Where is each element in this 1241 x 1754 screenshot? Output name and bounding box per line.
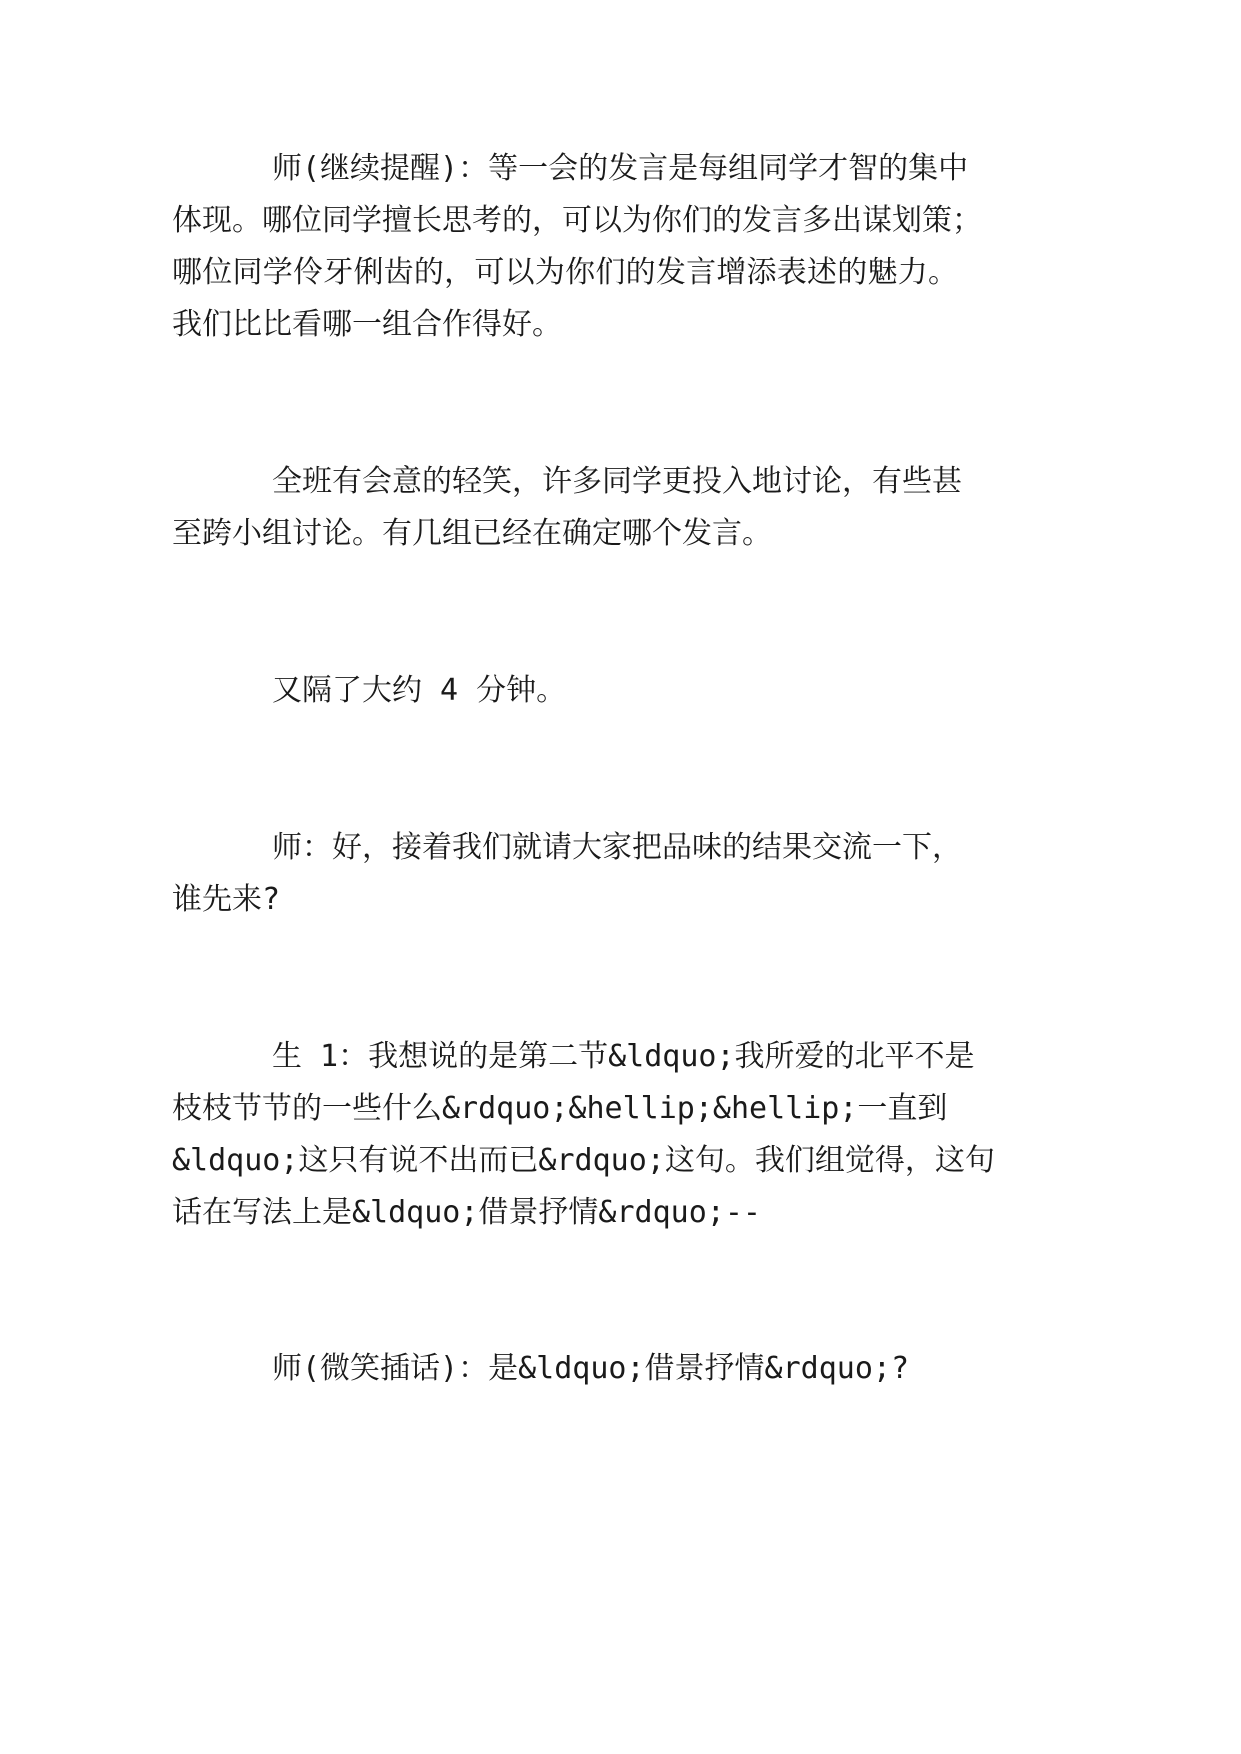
paragraph-5-line-2: 枝枝节节的一些什么&rdquo;&hellip;&hellip;一直到 <box>172 1091 948 1126</box>
paragraph-1-line-4: 我们比比看哪一组合作得好。 <box>172 307 562 342</box>
paragraph-2-line-1: 全班有会意的轻笑，许多同学更投入地讨论，有些甚 <box>272 464 962 499</box>
paragraph-4-line-2: 谁先来? <box>172 882 281 917</box>
paragraph-5-line-3: &ldquo;这只有说不出而已&rdquo;这句。我们组觉得，这句 <box>172 1143 995 1178</box>
paragraph-5-line-4: 话在写法上是&ldquo;借景抒情&rdquo;-- <box>172 1195 761 1230</box>
paragraph-2-line-2: 至跨小组讨论。有几组已经在确定哪个发言。 <box>172 516 772 551</box>
paragraph-5-line-1: 生 1：我想说的是第二节&ldquo;我所爱的北平不是 <box>272 1039 975 1074</box>
paragraph-6-line-1: 师(微笑插话)：是&ldquo;借景抒情&rdquo;? <box>272 1351 910 1386</box>
paragraph-1-line-3: 哪位同学伶牙俐齿的，可以为你们的发言增添表述的魅力。 <box>172 255 958 290</box>
paragraph-4-line-1: 师：好，接着我们就请大家把品味的结果交流一下， <box>272 830 962 865</box>
paragraph-1-line-1: 师(继续提醒)：等一会的发言是每组同学才智的集中 <box>272 151 969 186</box>
paragraph-1-line-2: 体现。哪位同学擅长思考的，可以为你们的发言多出谋划策； <box>172 203 982 238</box>
paragraph-3-line-1: 又隔了大约 4 分钟。 <box>272 673 567 708</box>
